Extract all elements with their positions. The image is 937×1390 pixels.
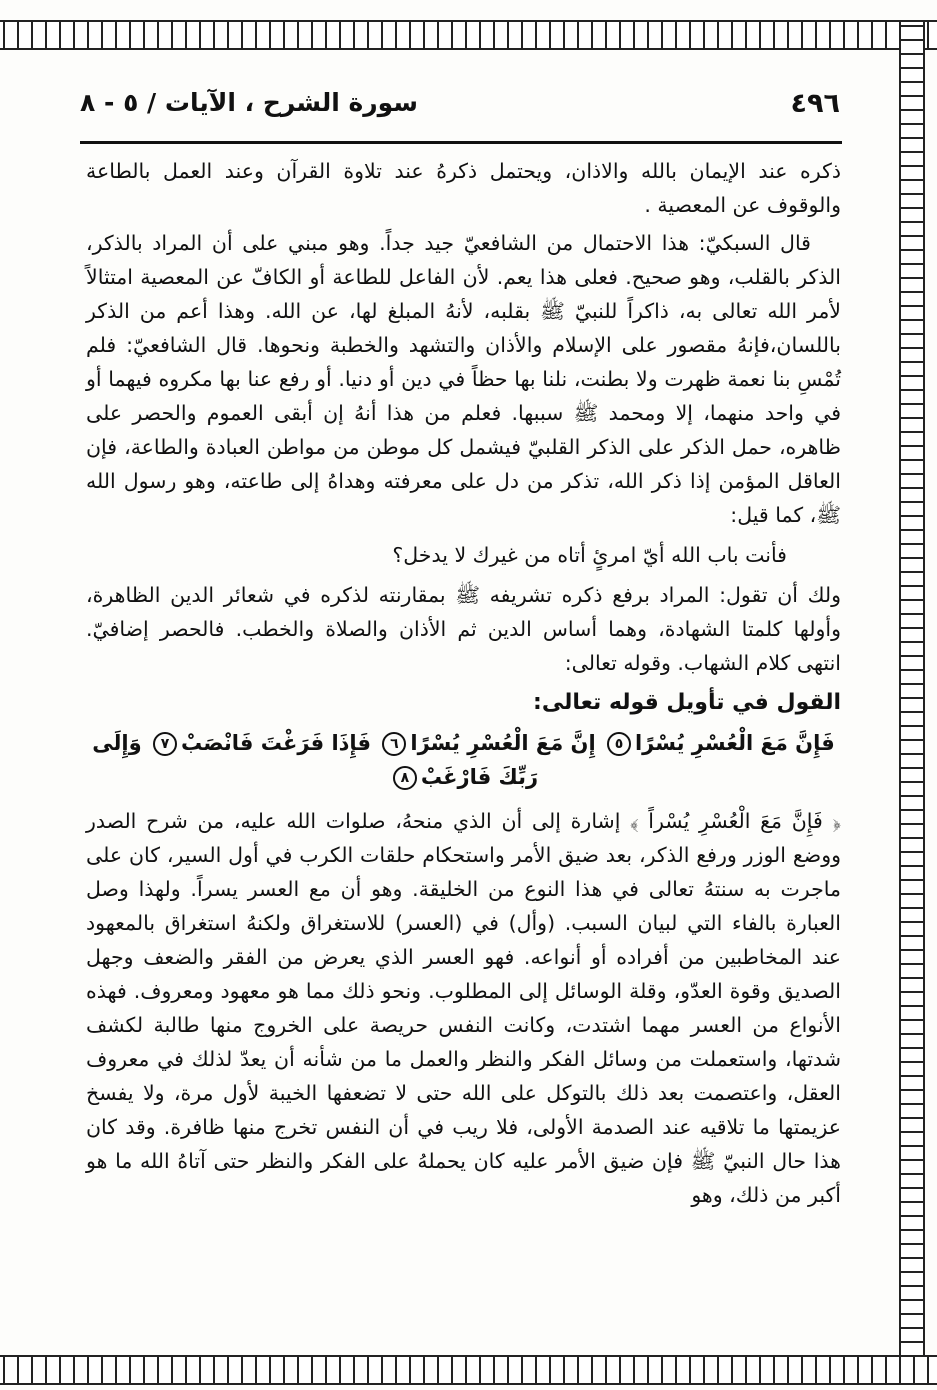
paragraph-1: ذكره عند الإيمان بالله والاذان، ويحتمل ذكرهُ عند تلاوة القرآن وعند العمل بالطاعة والوقوف عن المعصية . xyxy=(86,159,841,217)
border-rule-top-outer xyxy=(0,20,937,22)
ayah-7-marker: ٧ xyxy=(153,732,177,756)
running-title: سورة الشرح ، الآيات / ٥ - ٨ xyxy=(80,88,418,117)
border-rule-bottom-inner xyxy=(0,1355,937,1357)
ornamental-border-right xyxy=(899,22,925,1383)
ayah-5-text: فَإِنَّ مَعَ الْعُسْرِ يُسْرًا xyxy=(634,731,835,755)
paragraph-4: ﴿ فَإِنَّ مَعَ الْعُسْرِ يُسْراً ﴾ إشارة إلى أن الذي منحهُ، صلوات الله عليه، من شرح الصدر ووضع الوزر ورفع الذكر، بعد ضيق الأمر واستحكام حلقات الكرب في أول السير، كان على ماجرت به سنتهُ تعالى في هذا النوع من الخليقة. وهو أن مع العسر يسراً. ولهذا وصل العبارة بالفاء التي لبيان السبب. (وأل) في (العسر) للاستغراق ولكنهُ استغراق بالمعهود عند المخاطبين من أفراده أو أنواعه. فهو العسر الذي يعرض من الفقر والضعف وجهل الصديق وقوة العدّو، وقلة الوسائل إلى المطلوب. ونحو ذلك مما هو معهود ومعروف. فهذه الأنواع من العسر مهما اشتدت، وكانت النفس حريصة على الخروج منها طالبة لكشف شدتها، واستعملت من وسائل الفكر والنظر والعمل ما من شأنه أن يعدّ لذلك في معروف العقل، واعتصمت بعد ذلك بالتوكل على الله حتى لا تضعفها الخيبة لأول مرة، ولا يفسخ عزيمتها ما تلاقيه عند الصدمة الأولى، فلا ريب في أن النفس تخرج منها ظافرة. وقد كان هذا حال النبيّ ﷺ فإن ضيق الأمر عليه كان يحملهُ على الفكر والنظر حتى آتاهُ الله ما هو أكبر من ذلك، وهو xyxy=(86,809,841,1207)
page-number: ٤٩٦ xyxy=(790,88,840,119)
ornamental-border-bottom xyxy=(0,1357,937,1383)
paragraph-3: ولك أن تقول: المراد برفع ذكره تشريفه ﷺ بمقارنته لذكره في شعائر الدين الظاهرة، وأولها كلمتا الشهادة، وهما أساس الدين ثم الأذان والصلاة والخطب. فالحصر إضافيّ. انتهى كلام الشهاب. وقوله تعالى: xyxy=(86,583,841,675)
paragraph-2: قال السبكيّ: هذا الاحتمال من الشافعيّ جيد جداً. وهو مبني على أن المراد بالذكر، الذكر بالقلب، وهو صحيح. فعلى هذا يعم. لأن الفاعل للطاعة أو الكافّ عن المعصية امتثالاً لأمر الله تعالى به، ذاكراً للنبيّ ﷺ بقلبه، لأنهُ المبلغ لها، عن الله. وهذا أعم من الذكر باللسان،فإنهُ مقصور على الإسلام والأذان والتشهد والخطبة ونحوها. قال الشافعيّ: فلم تُمْسِ بنا نعمة ظهرت ولا بطنت، نلنا بها حظاً في دين أو دنيا. أو رفع عنا بها مكروه فيهما أو في واحد منهما، إلا ومحمد ﷺ سببها. فعلم من هذا أنهُ إن أبقى العموم والحصر على ظاهره، حمل الذكر على الذكر القلبيّ فيشمل كل موطن من مواطن العبادة والطاعة، فإن العاقل المؤمن إذا ذكر الله، تذكر من دل على معرفته وهداهُ إلى طاعته، وهو رسول الله ﷺ، كما قيل: xyxy=(86,231,841,527)
page-header xyxy=(80,84,840,130)
ornamental-border-top xyxy=(0,22,937,48)
ayah-8-text: وَإِلَى رَبِّكَ فَارْغَبْ xyxy=(92,731,539,789)
ayah-7-text: فَإِذَا فَرَغْتَ فَانْصَبْ xyxy=(180,731,372,755)
quran-verses xyxy=(86,726,841,794)
section-heading: القول في تأويل قوله تعالى: xyxy=(533,690,841,715)
ayah-5-marker: ٥ xyxy=(607,732,631,756)
ayah-6-marker: ٦ xyxy=(382,732,406,756)
page-body xyxy=(86,150,841,1350)
ayah-6-text: إِنَّ مَعَ الْعُسْرِ يُسْرًا xyxy=(410,731,596,755)
border-rule-top-inner xyxy=(0,48,937,50)
border-rule-bottom-outer xyxy=(0,1383,937,1385)
poetry-verse: فأنت باب الله أيّ امرئٍ أتاه من غيرك لا يدخل؟ xyxy=(392,543,787,567)
header-rule xyxy=(80,141,842,144)
ayah-8-marker: ٨ xyxy=(393,766,417,790)
